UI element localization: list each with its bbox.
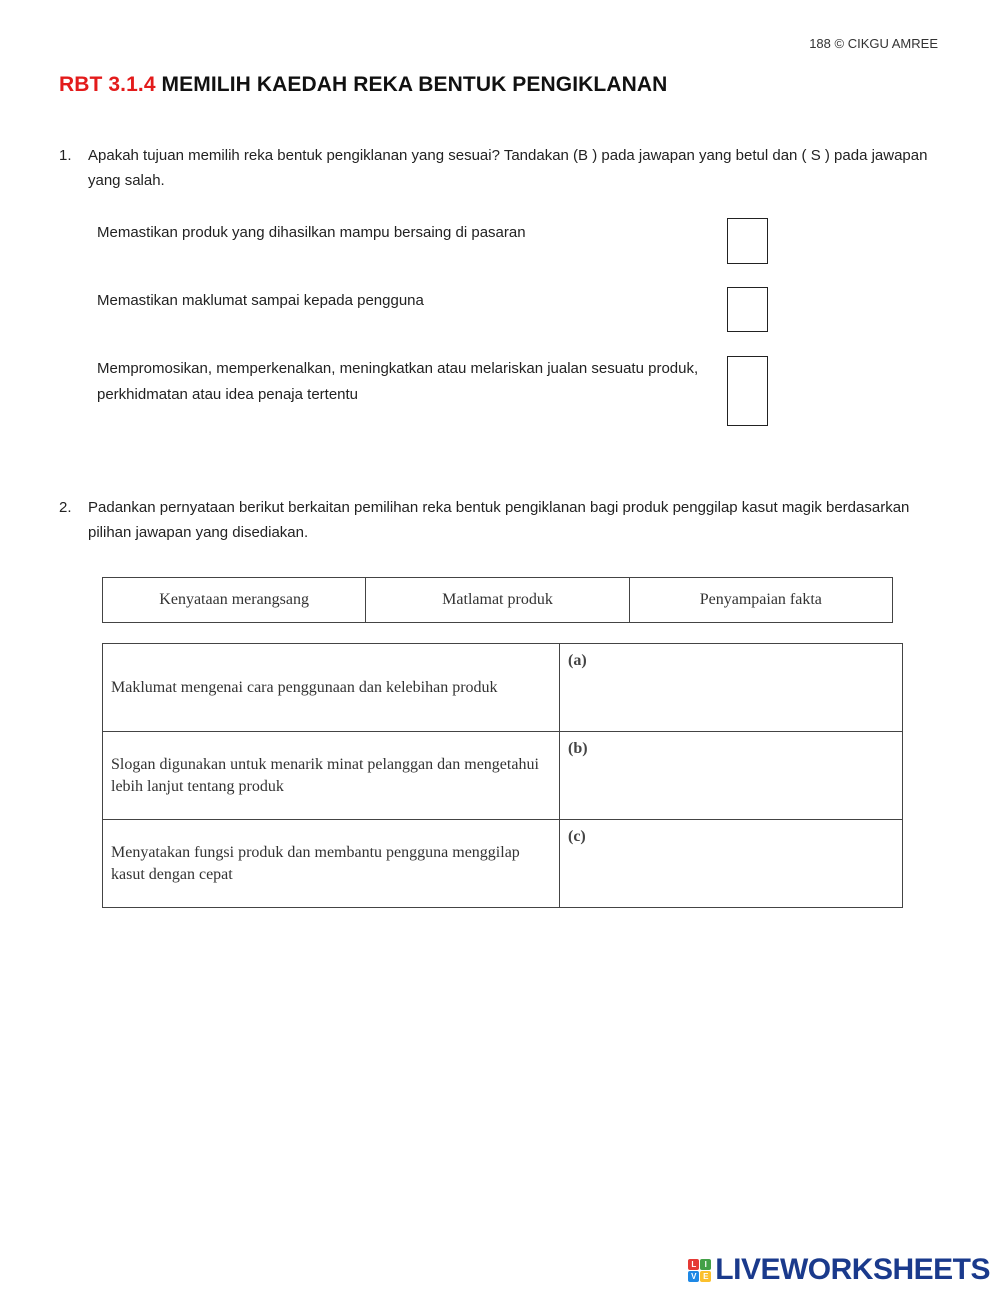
- answer-cell-b[interactable]: [560, 732, 903, 820]
- liveworksheets-brand: [688, 1253, 990, 1287]
- question-1-text: Apakah tujuan memilih reka bentuk pengiklanan yang sesuai? Tandakan (B ) pada jawapan yang betul dan ( S ) pada jawapan yang salah.: [88, 147, 928, 189]
- q1-option-3: Mempromosikan, memperkenalkan, meningkatkan atau melariskan jualan sesuatu produk, perkhidmatan atau idea penaja tertentu: [97, 360, 699, 403]
- matching-table: [102, 643, 903, 908]
- liveworksheets-wordmark: LIVEWORKSHEETS: [715, 1253, 990, 1286]
- logo-letter-i: I: [700, 1259, 711, 1270]
- question-1: [59, 143, 939, 193]
- title-text: MEMILIH KAEDAH REKA BENTUK PENGIKLANAN: [161, 73, 668, 96]
- question-2-number: 2.: [59, 499, 72, 516]
- statement-b: Slogan digunakan untuk menarik minat pelanggan dan mengetahui lebih lanjut tentang produk: [103, 732, 560, 820]
- choice-kenyataan-merangsang[interactable]: Kenyataan merangsang: [103, 578, 366, 622]
- choice-penyampaian-fakta[interactable]: Penyampaian fakta: [699, 591, 822, 608]
- choice-matlamat-produk[interactable]: Matlamat produk: [366, 578, 629, 622]
- logo-letter-e: E: [700, 1271, 711, 1282]
- answer-drop-slot-c[interactable]: [568, 846, 894, 896]
- answer-choices-bar: [102, 577, 893, 623]
- logo-letter-v: V: [688, 1271, 699, 1282]
- answer-label-c: (c): [568, 828, 586, 845]
- answer-drop-slot-a[interactable]: [568, 670, 894, 720]
- answer-cell-c[interactable]: [560, 820, 903, 908]
- q1-answer-box-3[interactable]: [727, 356, 768, 426]
- page-reference: 188 © CIKGU AMREE: [809, 36, 938, 51]
- question-1-number: 1.: [59, 147, 72, 164]
- q1-option-1: Memastikan produk yang dihasilkan mampu bersaing di pasaran: [97, 224, 526, 241]
- logo-letter-l: L: [688, 1259, 699, 1270]
- q1-answer-box-2[interactable]: [727, 287, 768, 332]
- statement-c: Menyatakan fungsi produk dan membantu pengguna menggilap kasut dengan cepat: [103, 820, 560, 908]
- statement-a: Maklumat mengenai cara penggunaan dan kelebihan produk: [103, 644, 560, 732]
- table-row: [103, 644, 903, 732]
- q1-answer-box-1[interactable]: [727, 218, 768, 264]
- title-code: RBT 3.1.4: [59, 73, 156, 96]
- table-row: [103, 732, 903, 820]
- q1-option-2: Memastikan maklumat sampai kepada pengguna: [97, 292, 424, 309]
- question-2-text: Padankan pernyataan berikut berkaitan pemilihan reka bentuk pengiklanan bagi produk penggilap kasut magik berdasarkan pilihan jawapan yang disediakan.: [88, 499, 910, 541]
- answer-label-a: (a): [568, 652, 587, 669]
- answer-label-b: (b): [568, 740, 588, 757]
- table-row: [103, 820, 903, 908]
- answer-drop-slot-b[interactable]: [568, 758, 894, 808]
- question-2: [59, 495, 939, 545]
- answer-cell-a[interactable]: [560, 644, 903, 732]
- liveworksheets-logo-icon: [688, 1259, 711, 1282]
- page-title: [59, 73, 667, 97]
